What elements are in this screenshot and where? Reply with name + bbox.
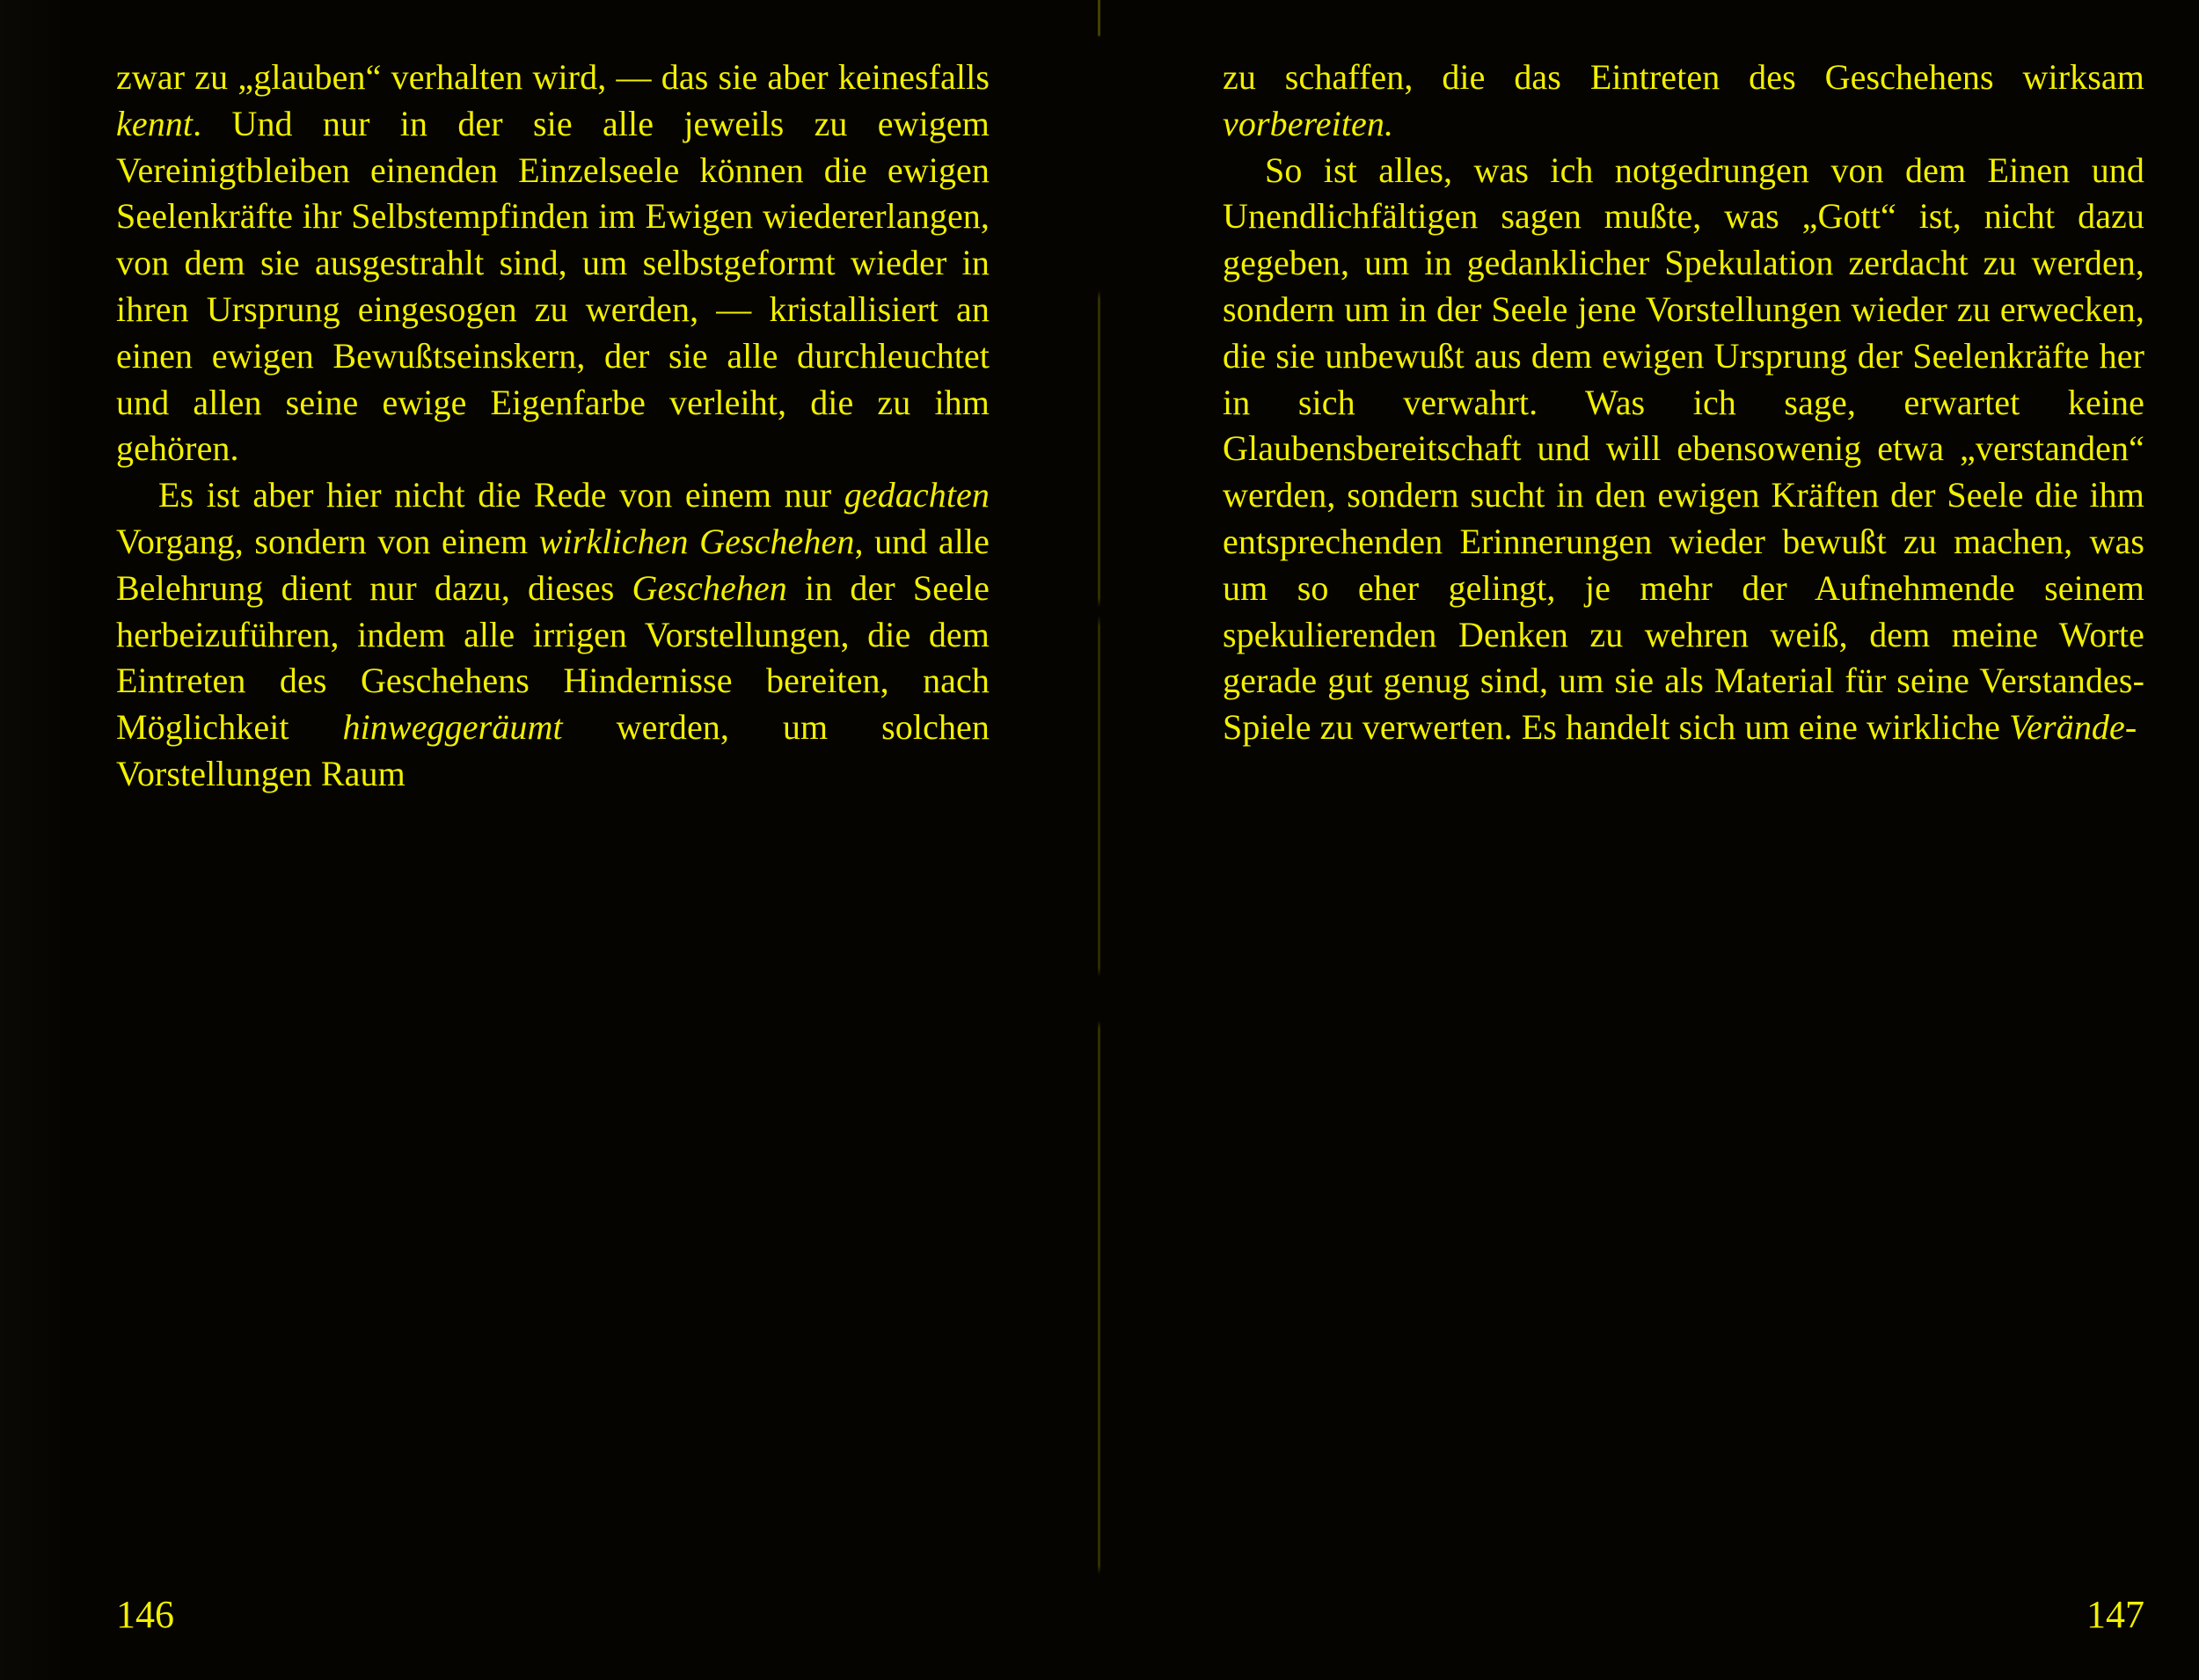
emphasis-text: wirklichen Geschehen [538,521,855,561]
paragraph: zu schaffen, die das Eintreten des Geschehens wirksam vorbereiten. [1223,57,2144,143]
emphasis-text: vorbereiten. [1223,103,1394,143]
left-page-text-column [116,55,990,798]
emphasis-text: Geschehen [632,567,787,608]
emphasis-text: gedachten [844,475,990,515]
paragraph: zwar zu „glauben“ verhalten wird, — das sie aber keinesfalls kennt. Und nur in der sie alle jeweils zu ewigem Vereinigtbleiben einenden Einzelseele können die ewigen Seelenkräfte ihr Selbstempfinden im Ewigen wiedererlangen, von dem sie ausgestrahlt sind, um selbstgeformt wieder in ihren Ursprung eingesogen zu werden, — kristallisiert an einen ewigen Bewußtseinskern, der sie alle durchleuchtet und allen seine ewige Eigenfarbe verleiht, die zu ihm gehören. [116,57,990,469]
paragraph: Es ist aber hier nicht die Rede von einem nur gedachten Vorgang, sondern von einem wirklichen Geschehen, und alle Belehrung dient nur dazu, dieses Geschehen in der Seele herbeizuführen, indem alle irrigen Vorstellungen, die dem Eintreten des Geschehens Hindernisse bereiten, nach Möglichkeit hinweggeräumt werden, um solchen Vorstellungen Raum [116,475,990,793]
right-page [1100,0,2199,1680]
page-number-left: 146 [116,1593,174,1636]
page-number-right: 147 [2086,1593,2144,1636]
emphasis-text: kennt [116,103,194,143]
emphasis-text: Verände- [2009,707,2137,748]
paragraph: So ist alles, was ich notgedrungen von dem Einen und Unendlichfältigen sagen mußte, was „Gott“ ist, nicht dazu gegeben, um in gedanklicher Spekulation zerdacht zu werden, sondern um in der Seele jene Vorstellungen wieder zu erwecken, die sie unbewußt aus dem ewigen Ursprung der Seelenkräfte her in sich verwahrt. Was ich sage, erwartet keine Glaubensbereitschaft und will ebensowenig etwa „verstanden“ werden, sondern sucht in den ewigen Kräften der Seele die ihm entsprechenden Erinnerungen wieder bewußt zu machen, was um so eher gelingt, je mehr der Aufnehmende seinem spekulierenden Denken zu wehren weiß, dem meine Worte gerade gut genug sind, um sie als Material für seine Verstandes-Spiele zu verwerten. Es handelt sich um eine wirkliche Verände- [1223,150,2144,748]
emphasis-text: hinweggeräumt [342,707,563,748]
right-page-text-column [1223,55,2144,751]
